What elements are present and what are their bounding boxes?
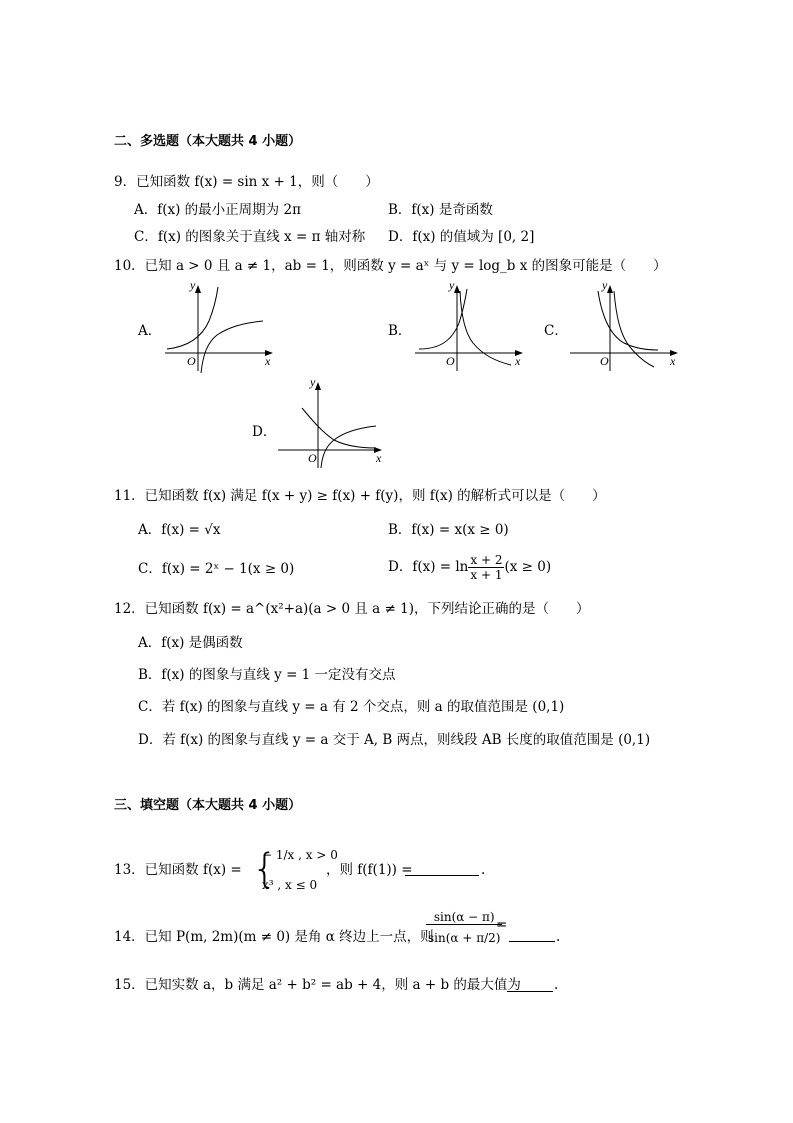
option-d-prefix: D．f(x) = ln — [388, 559, 469, 575]
fraction-denominator: x + 1 — [470, 568, 503, 582]
question-9-option-b: B．f(x) 是奇函数 — [388, 202, 493, 218]
question-10-option-d-label: D． — [252, 424, 277, 440]
origin-label: O — [446, 354, 455, 368]
origin-label: O — [308, 451, 317, 465]
origin-label: O — [187, 354, 196, 368]
question-12-option-a: A．f(x) 是偶函数 — [138, 635, 243, 651]
question-10-stem: 10．已知 a > 0 且 a ≠ 1，ab = 1，则函数 y = aˣ 与 y = log_b x 的图象可能是（ ） — [114, 258, 667, 274]
question-14-fraction — [426, 910, 502, 945]
question-14-end: . — [556, 929, 561, 945]
question-11-option-d — [388, 552, 551, 582]
question-13-suffix: ，则 f(f(1)) = — [326, 862, 413, 878]
axis-x-label: x — [670, 354, 676, 368]
section-title-multiple-choice: 二、多选题（本大题共 4 小题） — [114, 134, 302, 149]
question-12-stem: 12．已知函数 f(x) = a^(x²+a)(a > 0 且 a ≠ 1)，下列结论正确的是（ ） — [114, 601, 590, 617]
question-10-graph-a — [165, 278, 275, 373]
question-14-equals: = — [496, 917, 508, 933]
fraction-denominator: sin(α + π/2) — [428, 931, 501, 945]
fraction-numerator: x + 2 — [470, 553, 503, 567]
question-10-graph-c — [570, 278, 680, 373]
question-9-option-d: D．f(x) 的值域为 [0, 2] — [388, 229, 535, 245]
question-13-prefix: 13．已知函数 f(x) = — [114, 862, 242, 878]
option-d-suffix: (x ≥ 0) — [504, 559, 552, 575]
question-12-option-b: B．f(x) 的图象与直线 y = 1 一定没有交点 — [138, 667, 396, 683]
brace-icon: { — [252, 846, 278, 892]
question-14-answer-blank[interactable] — [509, 941, 555, 942]
section-title-fill-in: 三、填空题（本大题共 4 小题） — [114, 798, 302, 813]
axis-x-label: x — [265, 354, 271, 368]
fraction-numerator: sin(α − π) — [426, 910, 502, 925]
question-13-case-1: − 1/x , x > 0 — [262, 848, 338, 862]
axis-y-label: y — [190, 278, 196, 292]
question-9-option-a: A．f(x) 的最小正周期为 2π — [134, 202, 301, 218]
axis-y-label: y — [602, 278, 608, 292]
axis-y-label: y — [449, 278, 455, 292]
question-15-answer-blank[interactable] — [507, 991, 553, 992]
question-11-option-b: B．f(x) = x(x ≥ 0) — [388, 522, 509, 538]
question-10-option-b-label: B． — [388, 323, 412, 339]
question-14-prefix: 14．已知 P(m, 2m)(m ≠ 0) 是角 α 终边上一点，则 — [114, 929, 434, 945]
question-11-stem: 11．已知函数 f(x) 满足 f(x + y) ≥ f(x) + f(y)，则 f(x) 的解析式可以是（ ） — [114, 488, 606, 504]
question-10-option-a-label: A． — [138, 323, 162, 339]
question-15-text: 15．已知实数 a，b 满足 a² + b² = ab + 4，则 a + b 的最大值为 — [114, 977, 521, 993]
question-15-end: . — [554, 977, 559, 993]
question-9-option-c: C．f(x) 的图象关于直线 x = π 轴对称 — [134, 229, 366, 245]
axis-y-label: y — [310, 375, 316, 389]
question-11-option-a: A．f(x) = √x — [138, 522, 221, 538]
question-11-option-c: C．f(x) = 2ˣ − 1(x ≥ 0) — [138, 561, 295, 577]
question-12-option-c: C．若 f(x) 的图象与直线 y = a 有 2 个交点，则 a 的取值范围是 (0,1) — [138, 699, 565, 715]
axis-x-label: x — [376, 451, 382, 465]
question-13-end: . — [481, 862, 486, 878]
question-13-answer-blank[interactable] — [405, 875, 479, 876]
question-10-option-c-label: C． — [544, 323, 568, 339]
question-10-graph-d — [278, 375, 388, 470]
question-12-option-d: D．若 f(x) 的图象与直线 y = a 交于 A, B 两点，则线段 AB 长度的取值范围是 (0,1) — [138, 732, 651, 748]
option-d-fraction — [468, 553, 504, 582]
origin-label: O — [600, 354, 609, 368]
question-9-stem: 9．已知函数 f(x) = sin x + 1，则（ ） — [114, 174, 379, 190]
question-13-case-2: x³ , x ≤ 0 — [262, 878, 318, 892]
question-10-graph-b — [415, 278, 525, 373]
axis-x-label: x — [515, 354, 521, 368]
